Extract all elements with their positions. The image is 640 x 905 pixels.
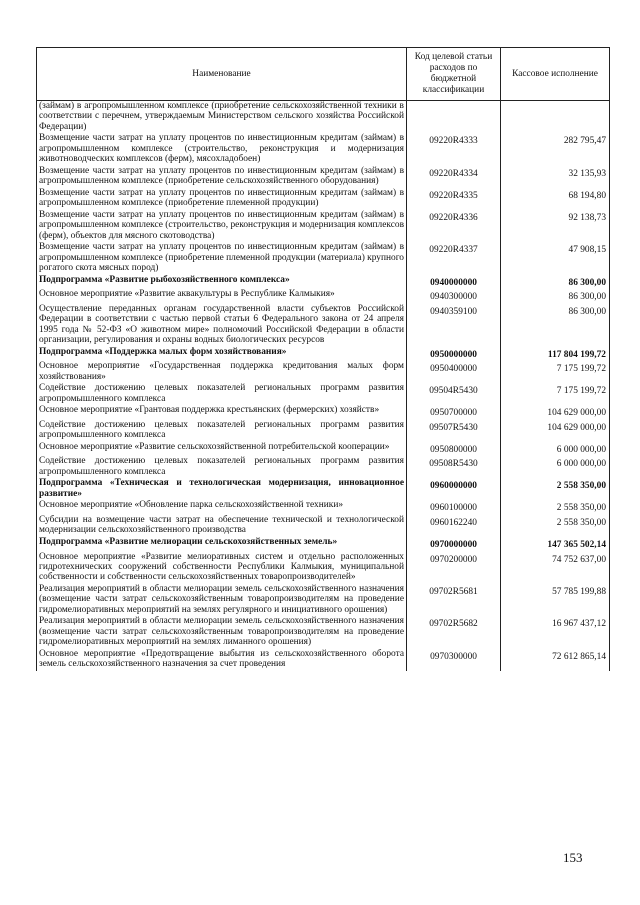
table-row — [37, 478, 610, 500]
row-name-cell: Основное мероприятие «Развитие аквакультуры в Республике Калмыкия» — [37, 289, 407, 304]
row-code-cell: 0970200000 — [407, 552, 501, 584]
row-name-cell: Основное мероприятие «Грантовая поддержка крестьянских (фермерских) хозяйств» — [37, 405, 407, 420]
row-name-cell: Подпрограмма «Развитие мелиорации сельскохозяйственных земель» — [37, 537, 407, 552]
row-name-cell: Возмещение части затрат на уплату процентов по инвестиционным кредитам (займам) в агропромышленном комплексе (приобретение племенной продукции (материала) крупного рогатого скота мясных пород) — [37, 242, 407, 274]
row-amount-cell: 6 000 000,00 — [501, 442, 610, 457]
row-name-cell: Основное мероприятие «Обновление парка сельскохозяйственной техники» — [37, 500, 407, 515]
row-code-cell: 0950400000 — [407, 361, 501, 383]
row-amount-cell: 104 629 000,00 — [501, 420, 610, 442]
row-amount-cell: 86 300,00 — [501, 275, 610, 290]
table-row — [37, 515, 610, 537]
row-amount-cell — [501, 101, 610, 134]
table-row — [37, 242, 610, 274]
row-amount-cell: 92 138,73 — [501, 210, 610, 242]
row-name-cell: Содействие достижению целевых показателей региональных программ развития агропромышленного комплекса — [37, 383, 407, 405]
row-amount-cell: 6 000 000,00 — [501, 456, 610, 478]
row-amount-cell: 2 558 350,00 — [501, 500, 610, 515]
row-code-cell: 09220R4334 — [407, 166, 501, 188]
row-code-cell: 0940000000 — [407, 275, 501, 290]
table-row — [37, 304, 610, 347]
row-name-cell: Возмещение части затрат на уплату процентов по инвестиционным кредитам (займам) в агропромышленном комплексе (приобретение племенной продукции) — [37, 188, 407, 210]
table-row — [37, 289, 610, 304]
row-code-cell: 09507R5430 — [407, 420, 501, 442]
row-name-cell: Основное мероприятие «Предотвращение выбытия из сельскохозяйственного оборота земель сельскохозяйственного назначения за счет проведения — [37, 649, 407, 671]
row-amount-cell: 282 795,47 — [501, 133, 610, 165]
row-amount-cell: 74 752 637,00 — [501, 552, 610, 584]
row-name-cell: Подпрограмма «Развитие рыбохозяйственного комплекса» — [37, 275, 407, 290]
row-amount-cell: 86 300,00 — [501, 289, 610, 304]
row-amount-cell: 86 300,00 — [501, 304, 610, 347]
table-row — [37, 166, 610, 188]
row-amount-cell: 32 135,93 — [501, 166, 610, 188]
row-code-cell — [407, 101, 501, 134]
row-amount-cell: 2 558 350,00 — [501, 515, 610, 537]
table-row — [37, 383, 610, 405]
row-code-cell: 09220R4337 — [407, 242, 501, 274]
table-row — [37, 188, 610, 210]
row-code-cell: 0960100000 — [407, 500, 501, 515]
row-name-cell: Возмещение части затрат на уплату процентов по инвестиционным кредитам (займам) в агропромышленном комплексе (строительство, реконструкция и модернизация комплексов (ферм), объектов для мясного скотоводства) — [37, 210, 407, 242]
row-amount-cell: 104 629 000,00 — [501, 405, 610, 420]
header-amount: Кассовое исполнение — [501, 48, 610, 101]
table-body — [37, 101, 610, 671]
row-name-cell: Субсидии на возмещение части затрат на обеспечение технической и технологической модернизации сельскохозяйственного производства — [37, 515, 407, 537]
row-name-cell: (займам) в агропромышленном комплексе (приобретение сельскохозяйственной техники в соответствии с перечнем, утверждаемым Министерством сельского хозяйства Российской Федерации) — [37, 101, 407, 134]
table-row — [37, 275, 610, 290]
row-code-cell: 0950800000 — [407, 442, 501, 457]
row-amount-cell: 57 785 199,88 — [501, 584, 610, 616]
row-name-cell: Осуществление переданных органам государственной власти субъектов Российской Федерации в соответствии с частью первой статьи 6 Федерального закона от 24 апреля 1995 года № 52-ФЗ «О животном мире» полномочий Российской Федерации в области организации, регулирования и охраны водных биологических ресурсов — [37, 304, 407, 347]
row-amount-cell: 72 612 865,14 — [501, 649, 610, 671]
table-row — [37, 361, 610, 383]
row-amount-cell: 7 175 199,72 — [501, 361, 610, 383]
row-amount-cell: 47 908,15 — [501, 242, 610, 274]
table-row — [37, 133, 610, 165]
header-code: Код целевой статьи расходов по бюджетной классификации — [407, 48, 501, 101]
row-name-cell: Подпрограмма «Техническая и технологическая модернизация, инновационное развитие» — [37, 478, 407, 500]
row-code-cell: 0970300000 — [407, 649, 501, 671]
row-amount-cell: 68 194,80 — [501, 188, 610, 210]
row-amount-cell: 7 175 199,72 — [501, 383, 610, 405]
table-header — [37, 48, 610, 101]
row-name-cell: Основное мероприятие «Развитие мелиоративных систем и отдельно расположенных гидротехнических сооружений собственности Республики Калмыкия, муниципальной собственности и собственности сельскохозяйственных товаропроизводителей» — [37, 552, 407, 584]
row-code-cell: 09702R5681 — [407, 584, 501, 616]
page-number: 153 — [563, 850, 583, 865]
row-name-cell: Основное мероприятие «Развитие сельскохозяйственной потребительской кооперации» — [37, 442, 407, 457]
row-name-cell: Содействие достижению целевых показателей региональных программ развития агропромышленного комплекса — [37, 420, 407, 442]
header-name: Наименование — [37, 48, 407, 101]
row-code-cell: 09220R4336 — [407, 210, 501, 242]
table-row — [37, 552, 610, 584]
table-row — [37, 210, 610, 242]
row-code-cell: 09504R5430 — [407, 383, 501, 405]
row-amount-cell: 2 558 350,00 — [501, 478, 610, 500]
table-row — [37, 442, 610, 457]
table-row — [37, 500, 610, 515]
table-row — [37, 347, 610, 362]
budget-execution-table — [36, 47, 610, 671]
table-row — [37, 456, 610, 478]
row-name-cell: Подпрограмма «Поддержка малых форм хозяйствования» — [37, 347, 407, 362]
table-row — [37, 405, 610, 420]
row-code-cell: 09220R4335 — [407, 188, 501, 210]
row-code-cell: 0960162240 — [407, 515, 501, 537]
row-name-cell: Основное мероприятие «Государственная поддержка кредитования малых форм хозяйствования» — [37, 361, 407, 383]
row-name-cell: Реализация мероприятий в области мелиорации земель сельскохозяйственного назначения (возмещение части затрат сельскохозяйственным товаропроизводителям на проведение гидромелиоративных мероприятий на землях лиманного орошения) — [37, 616, 407, 648]
table-row — [37, 584, 610, 616]
table-row — [37, 537, 610, 552]
row-amount-cell: 16 967 437,12 — [501, 616, 610, 648]
row-code-cell: 0940300000 — [407, 289, 501, 304]
row-code-cell: 0950700000 — [407, 405, 501, 420]
row-code-cell: 09702R5682 — [407, 616, 501, 648]
row-code-cell: 09220R4333 — [407, 133, 501, 165]
row-name-cell: Возмещение части затрат на уплату процентов по инвестиционным кредитам (займам) в агропромышленном комплексе (строительство, реконструкция и модернизация животноводческих комплексов (ферм), мясохладобоен) — [37, 133, 407, 165]
row-code-cell: 09508R5430 — [407, 456, 501, 478]
row-code-cell: 0950000000 — [407, 347, 501, 362]
table-row — [37, 101, 610, 134]
row-amount-cell: 117 804 199,72 — [501, 347, 610, 362]
row-code-cell: 0970000000 — [407, 537, 501, 552]
row-amount-cell: 147 365 502,14 — [501, 537, 610, 552]
row-code-cell: 0940359100 — [407, 304, 501, 347]
row-code-cell: 0960000000 — [407, 478, 501, 500]
table-row — [37, 649, 610, 671]
row-name-cell: Возмещение части затрат на уплату процентов по инвестиционным кредитам (займам) в агропромышленном комплексе (приобретение сельскохозяйственного оборудования) — [37, 166, 407, 188]
row-name-cell: Содействие достижению целевых показателей региональных программ развития агропромышленного комплекса — [37, 456, 407, 478]
row-name-cell: Реализация мероприятий в области мелиорации земель сельскохозяйственного назначения (возмещение части затрат сельскохозяйственным товаропроизводителям на проведение гидромелиоративных мероприятий на землях регулярного и инициативного орошения) — [37, 584, 407, 616]
table-row — [37, 616, 610, 648]
table-row — [37, 420, 610, 442]
